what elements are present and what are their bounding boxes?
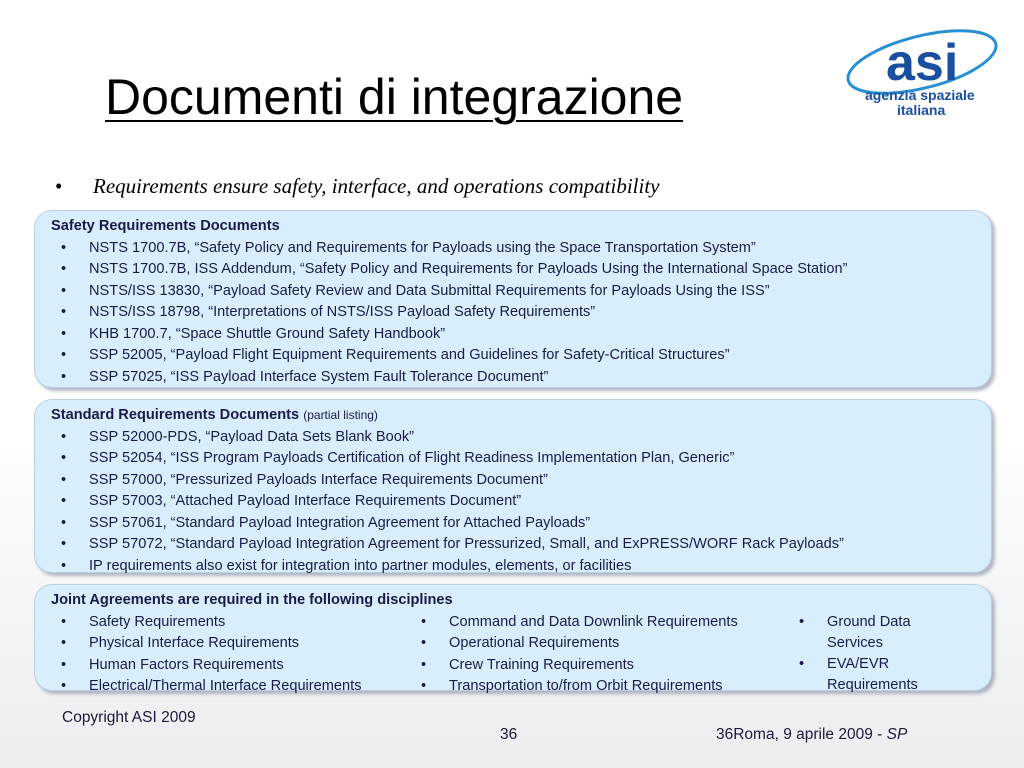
safety-list xyxy=(51,238,991,389)
footer-date xyxy=(716,726,907,744)
standard-panel-heading xyxy=(51,405,991,427)
joint-columns xyxy=(51,612,991,692)
list-item: • Command and Data Downlink Requirements xyxy=(411,612,738,634)
list-item: • SSP 57025, “ISS Payload Interface System Fault Tolerance Document” xyxy=(51,367,991,389)
list-item: • Physical Interface Requirements xyxy=(51,633,362,655)
list-item: • NSTS/ISS 13830, “Payload Safety Review and Data Submittal Requirements for Payloads Using the ISS” xyxy=(51,281,991,303)
joint-panel-heading: Joint Agreements are required in the following disciplines xyxy=(51,592,453,608)
list-item: • Ground Data Services xyxy=(789,612,947,654)
subtitle-text: Requirements ensure safety, interface, and operations compatibility xyxy=(93,174,660,198)
joint-column-2 xyxy=(411,612,738,698)
list-item: • SSP 52005, “Payload Flight Equipment Requirements and Guidelines for Safety-Critical Structures” xyxy=(51,345,991,367)
standard-heading-note: (partial listing) xyxy=(303,408,378,422)
list-item: • Human Factors Requirements xyxy=(51,655,362,677)
logo-line2: italiana xyxy=(897,102,946,118)
list-item: • SSP 57061, “Standard Payload Integration Agreement for Attached Payloads” xyxy=(51,513,991,535)
standard-list xyxy=(51,427,991,578)
list-item: • SSP 52000-PDS, “Payload Data Sets Blank Book” xyxy=(51,427,991,449)
list-item: • NSTS/ISS 18798, “Interpretations of NSTS/ISS Payload Safety Requirements” xyxy=(51,302,991,324)
list-item: • Safety Requirements xyxy=(51,612,362,634)
list-item: • Electrical/Thermal Interface Requirements xyxy=(51,676,362,698)
list-item: • SSP 57000, “Pressurized Payloads Interface Requirements Document” xyxy=(51,470,991,492)
logo-mark-text: asi xyxy=(886,34,959,92)
subtitle-bullet: • xyxy=(55,174,63,198)
list-item: • Crew Training Requirements xyxy=(411,655,738,677)
logo-line1: agenzia spaziale xyxy=(865,87,975,103)
subtitle xyxy=(55,174,660,199)
joint-column-1 xyxy=(51,612,362,698)
footer-date-text: 36Roma, 9 aprile 2009 - xyxy=(716,726,887,743)
safety-requirements-panel xyxy=(34,210,992,388)
slide-title: Documenti di integrazione xyxy=(105,69,684,125)
list-item: • SSP 57003, “Attached Payload Interface Requirements Document” xyxy=(51,491,991,513)
list-item: • KHB 1700.7, “Space Shuttle Ground Safety Handbook” xyxy=(51,324,991,346)
footer-page-number: 36 xyxy=(500,726,518,743)
list-item: • SSP 52054, “ISS Program Payloads Certification of Flight Readiness Implementation Plan, Generic” xyxy=(51,448,991,470)
footer-copyright: Copyright ASI 2009 xyxy=(62,709,196,726)
asi-logo xyxy=(842,18,1002,128)
joint-agreements-panel xyxy=(34,584,992,694)
standard-heading-text: Standard Requirements Documents xyxy=(51,407,300,423)
list-item: • Operational Requirements xyxy=(411,633,738,655)
safety-panel-heading: Safety Requirements Documents xyxy=(51,218,280,234)
list-item: • Transportation to/from Orbit Requirements xyxy=(411,676,738,698)
footer-date-initials: SP xyxy=(886,726,908,743)
list-item: • SSP 57072, “Standard Payload Integration Agreement for Pressurized, Small, and ExPRESS/WORF Rack Payloads” xyxy=(51,534,991,556)
list-item: • EVA/EVR Requirements xyxy=(789,654,947,696)
standard-requirements-panel xyxy=(34,399,992,573)
list-item: • IP requirements also exist for integration into partner modules, elements, or facilities xyxy=(51,556,991,578)
list-item: • NSTS 1700.7B, ISS Addendum, “Safety Policy and Requirements for Payloads Using the International Space Station” xyxy=(51,259,991,281)
joint-column-3 xyxy=(789,612,947,696)
list-item: • NSTS 1700.7B, “Safety Policy and Requirements for Payloads using the Space Transportation System” xyxy=(51,238,991,260)
